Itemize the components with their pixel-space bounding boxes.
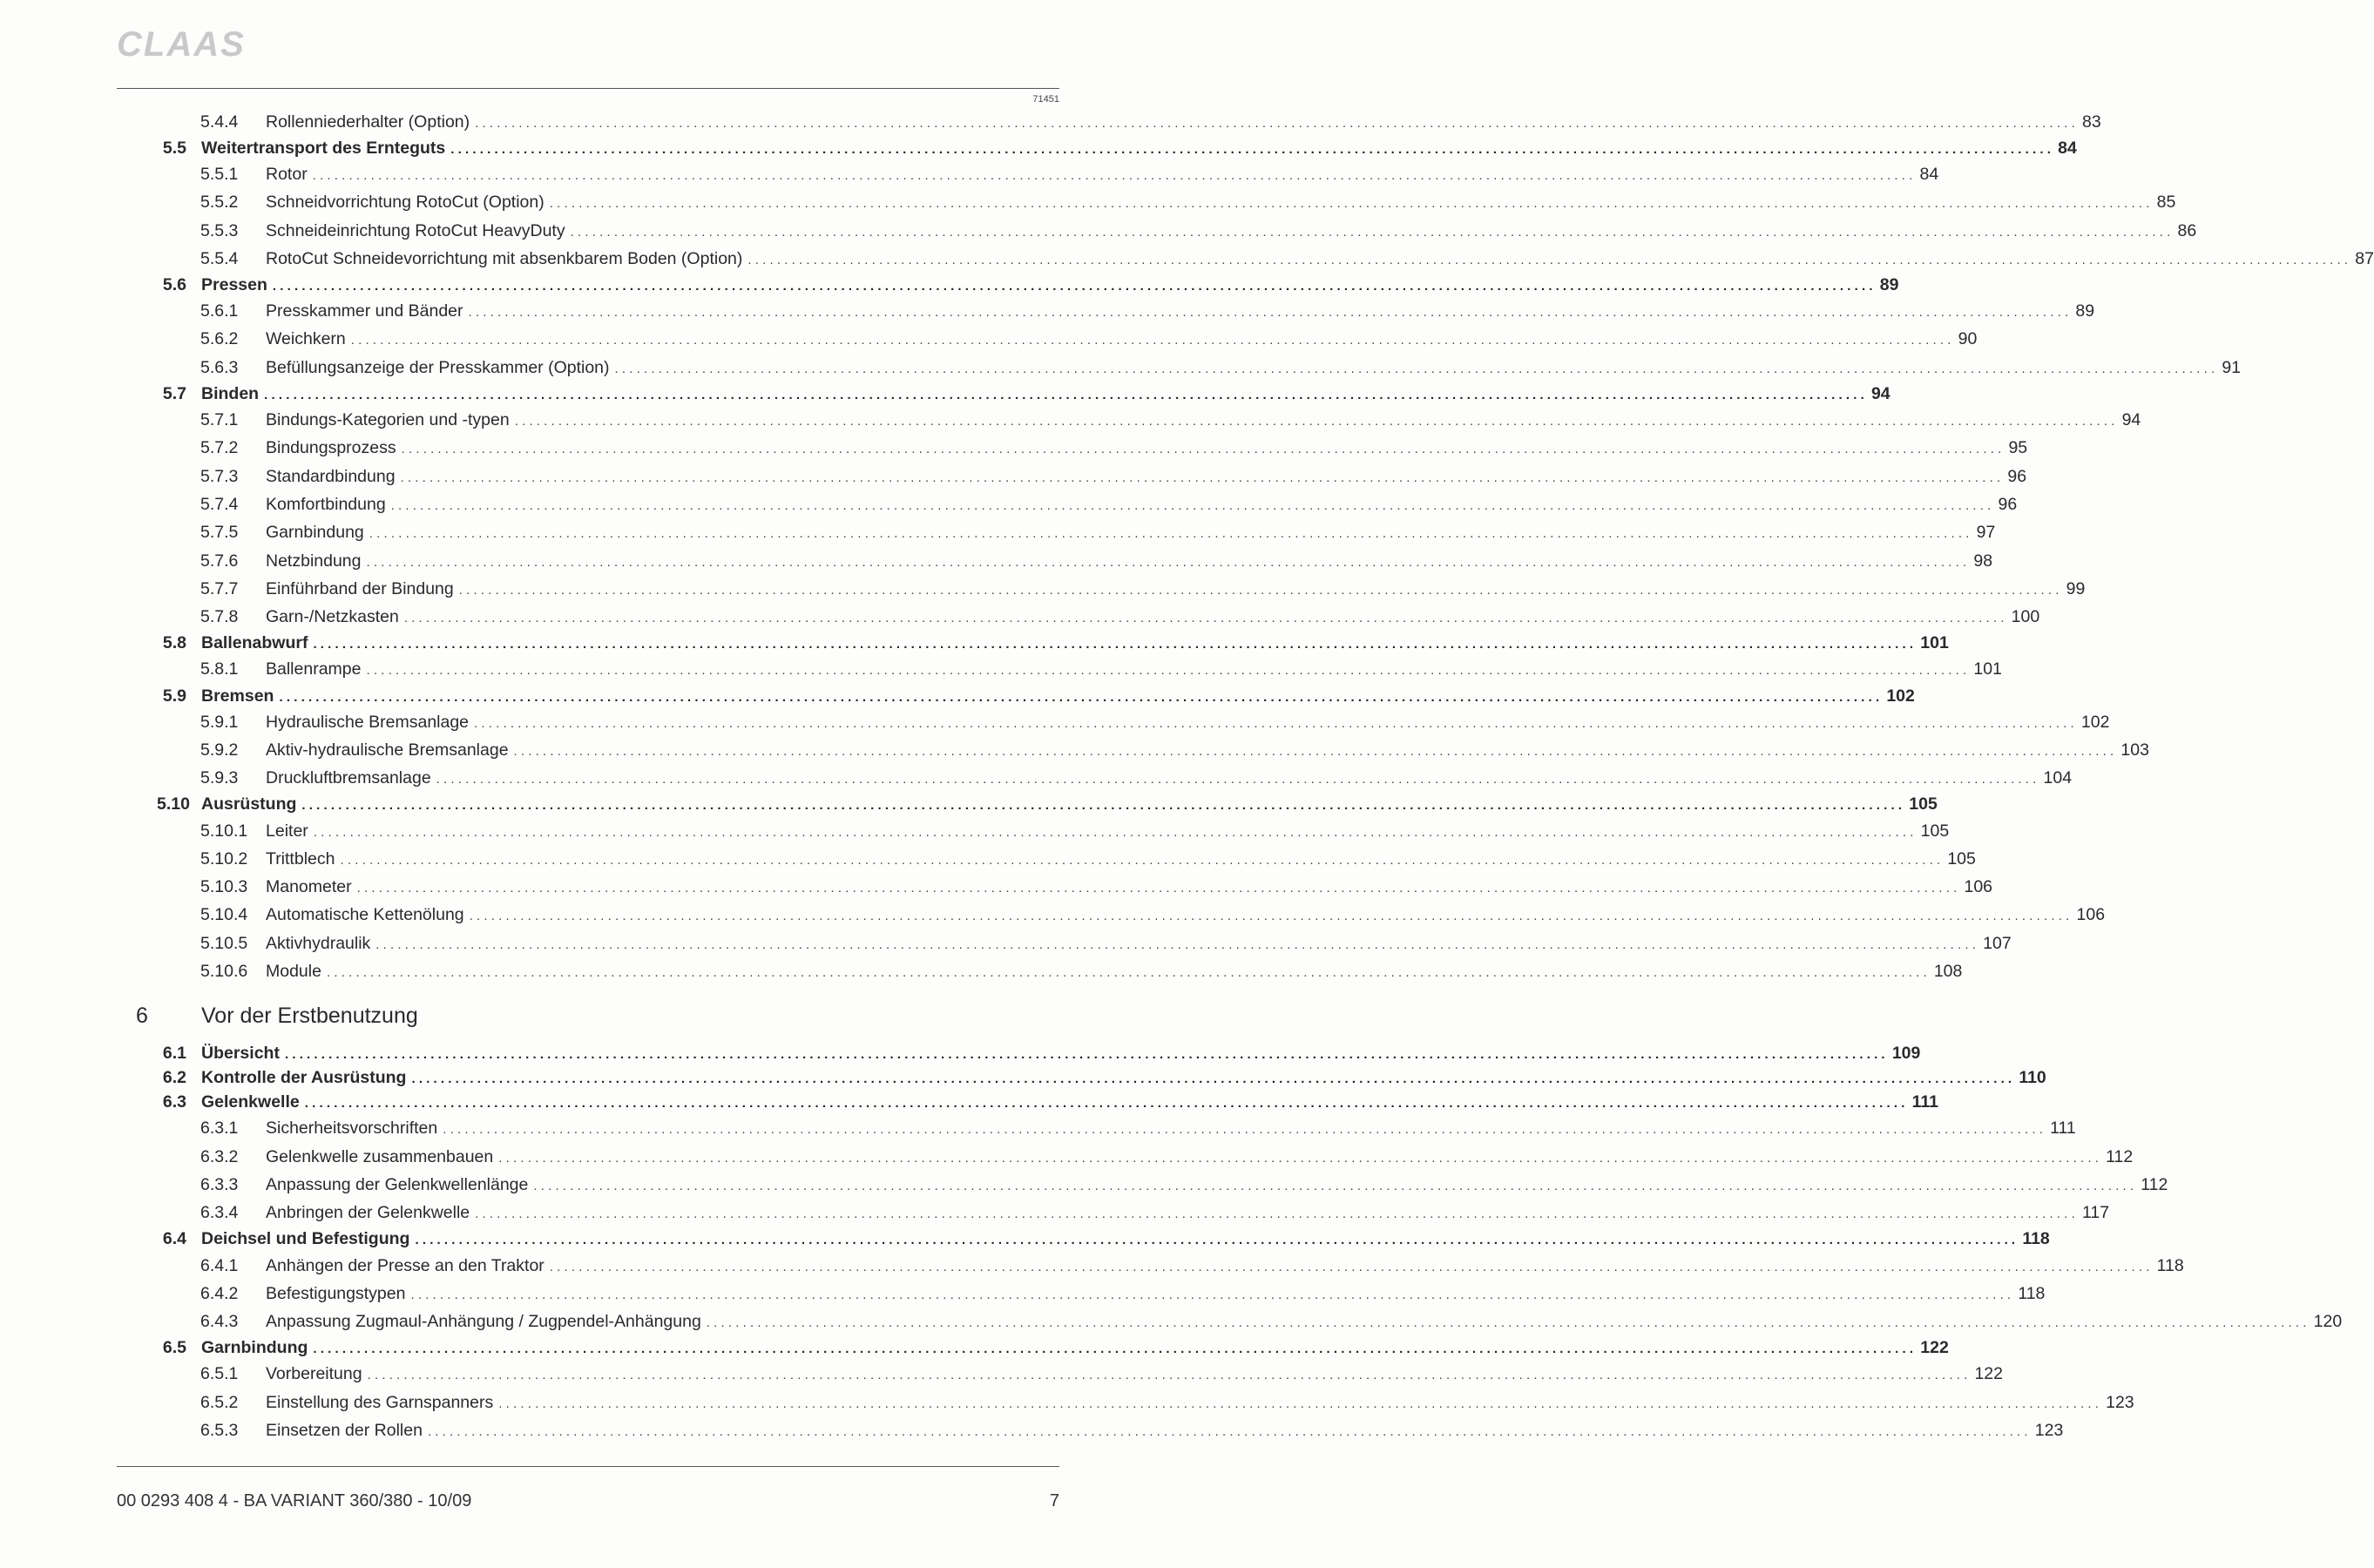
toc-entry-title: Kontrolle der Ausrüstung	[201, 1068, 411, 1088]
toc-entry-title: Weitertransport des Ernteguts	[201, 139, 450, 159]
toc-subsection	[157, 957, 1963, 985]
toc-entry-number: 5.10.5	[200, 933, 248, 953]
toc-subsection	[157, 297, 2095, 325]
toc-entry-title: Vor der Erstbenutzung	[201, 1004, 423, 1029]
toc-entry-title: Standardbindung	[266, 467, 401, 487]
toc-entry-title: Module	[266, 962, 327, 982]
toc-entry-number: 6.4	[162, 1229, 186, 1249]
toc-leader-dots: ............................................................................................................................................................................................................................	[427, 1424, 2032, 1440]
toc-entry-number: 5.9.1	[200, 712, 239, 732]
toc-leader-dots: ............................................................................................................................................................................................................................	[350, 333, 1955, 348]
toc-section	[157, 273, 1899, 297]
toc-subsection	[157, 1252, 2184, 1280]
toc-entry-page: 117	[2082, 1203, 2110, 1223]
toc-subsection	[157, 656, 2002, 684]
toc-leader-dots: ............................................................................................................................................................................................................................	[475, 115, 2079, 131]
toc-entry-title: Aktivhydraulik	[266, 934, 375, 954]
toc-entry-title: RotoCut Schneidevorrichtung mit absenkbarem Boden (Option)	[266, 249, 747, 269]
toc-leader-dots: ............................................................................................................................................................................................................................	[410, 1287, 2015, 1302]
toc-entry-number: 5.10.2	[200, 848, 248, 868]
toc-entry-page: 95	[2008, 438, 2028, 458]
toc-subsection	[157, 326, 1978, 354]
toc-entry-title: Netzbindung	[266, 551, 367, 571]
toc-entry-title: Anpassung der Gelenkwellenlänge	[266, 1175, 533, 1195]
toc-entry-number: 5.10.6	[200, 962, 248, 982]
toc-leader-dots: ............................................................................................................................................................................................................................	[498, 1396, 2103, 1411]
toc-entry-number: 5.5.3	[200, 220, 239, 240]
toc-entry-page: 108	[1933, 962, 1963, 982]
toc-entry-page: 94	[1870, 383, 1890, 403]
toc-leader-dots: ............................................................................................................................................................................................................................	[468, 305, 2073, 321]
toc-leader-dots: ............................................................................................................................................................................................................................	[390, 497, 1995, 513]
toc-entry-title: Übersicht	[201, 1044, 285, 1064]
toc-leader-dots: ............................................................................................................................................................................................................................	[264, 387, 1868, 402]
toc-entry-page: 84	[1919, 164, 1939, 184]
toc-section	[157, 1066, 2046, 1091]
toc-subsection	[157, 1115, 2076, 1143]
toc-entry-title: Gelenkwelle zusammenbauen	[266, 1147, 498, 1167]
toc-entry-page: 89	[1879, 274, 1899, 294]
toc-leader-dots: ............................................................................................................................................................................................................................	[367, 1368, 1972, 1383]
toc-entry-number: 6.5.1	[200, 1364, 239, 1384]
toc-section	[157, 1227, 2050, 1252]
document-id: 71451	[1032, 94, 1059, 105]
toc-subsection	[157, 603, 2040, 631]
toc-leader-dots: ............................................................................................................................................................................................................................	[366, 663, 1971, 679]
toc-subsection	[157, 736, 2149, 764]
toc-subsection	[157, 406, 2141, 434]
toc-entry-title: Befestigungstypen	[266, 1284, 410, 1304]
toc-leader-dots: ............................................................................................................................................................................................................................	[369, 526, 1973, 542]
toc-subsection	[157, 217, 2197, 245]
toc-section	[157, 1042, 1921, 1066]
toc-leader-dots: ............................................................................................................................................................................................................................	[279, 689, 1884, 705]
toc-leader-dots: ............................................................................................................................................................................................................................	[514, 414, 2119, 429]
toc-leader-dots: ............................................................................................................................................................................................................................	[284, 1047, 1889, 1063]
toc-entry-page: 107	[1983, 933, 2012, 953]
toc-entry-number: 5.10.1	[200, 821, 248, 841]
toc-entry-number: 5.7.6	[200, 551, 239, 571]
toc-entry-number: 5.9.2	[200, 740, 239, 760]
toc-entry-number: 5.6	[162, 274, 186, 294]
toc-entry-title: Anbringen der Gelenkwelle	[266, 1203, 475, 1223]
toc-leader-dots: ............................................................................................................................................................................................................................	[513, 743, 2118, 759]
toc-entry-page: 96	[2007, 466, 2027, 486]
toc-entry-page: 90	[1958, 329, 1978, 349]
toc-subsection	[157, 874, 1993, 902]
toc-subsection	[157, 1389, 2134, 1416]
toc-entry-title: Manometer	[266, 877, 357, 897]
toc-entry-number: 6.4.1	[200, 1255, 239, 1275]
toc-entry-page: 85	[2156, 193, 2176, 213]
toc-entry-page: 99	[2066, 578, 2086, 598]
toc-entry-number: 5.8.1	[200, 659, 239, 679]
toc-leader-dots: ............................................................................................................................................................................................................................	[458, 582, 2063, 598]
toc-entry-page: 84	[2058, 138, 2077, 158]
toc-subsection	[157, 765, 2073, 793]
toc-entry-title: Garnbindung	[266, 523, 369, 543]
toc-leader-dots: ............................................................................................................................................................................................................................	[706, 1315, 2310, 1331]
toc-entry-title: Ballenrampe	[266, 659, 366, 679]
toc-entry-number: 6.1	[162, 1044, 186, 1064]
toc-leader-dots: ............................................................................................................................................................................................................................	[313, 637, 1917, 652]
toc-entry-number: 5.7.4	[200, 494, 239, 514]
svg-text:CLAAS: CLAAS	[117, 25, 246, 64]
toc-entry-page: 83	[2081, 112, 2101, 132]
toc-entry-number: 5.5.4	[200, 248, 239, 268]
toc-entry-number: 6.3.2	[200, 1146, 239, 1166]
footer-page-number: 7	[1049, 1491, 1059, 1511]
toc-leader-dots: ............................................................................................................................................................................................................................	[366, 554, 1971, 570]
toc-entry-title: Anpassung Zugmaul-Anhängung / Zugpendel-Anhängung	[266, 1312, 707, 1332]
toc-entry-page: 103	[2120, 740, 2149, 760]
toc-subsection	[157, 160, 1939, 188]
toc-entry-title: Deichsel und Befestigung	[201, 1229, 415, 1249]
toc-entry-page: 105	[1920, 821, 1950, 841]
toc-entry-number: 5.10.4	[200, 905, 248, 925]
toc-entry-number: 5.9	[162, 686, 186, 706]
toc-subsection	[157, 929, 2012, 957]
toc-leader-dots: ............................................................................................................................................................................................................................	[301, 798, 1906, 814]
toc-entry-title: Pressen	[201, 275, 273, 295]
toc-section	[157, 382, 1890, 406]
toc-leader-dots: ............................................................................................................................................................................................................................	[747, 252, 2352, 267]
claas-logo	[117, 26, 256, 65]
toc-entry-title: Ballenabwurf	[201, 633, 313, 653]
toc-leader-dots: ............................................................................................................................................................................................................................	[415, 1233, 2019, 1248]
toc-leader-dots: ............................................................................................................................................................................................................................	[356, 881, 1961, 896]
toc-entry-page: 110	[2019, 1068, 2046, 1088]
toc-leader-dots: ............................................................................................................................................................................................................................	[326, 965, 1931, 981]
toc-entry-title: Vorbereitung	[266, 1364, 368, 1384]
toc-leader-dots: ............................................................................................................................................................................................................................	[436, 772, 2040, 787]
toc-entry-title: Bindungs-Kategorien und -typen	[266, 410, 515, 430]
toc-leader-dots: ............................................................................................................................................................................................................................	[403, 611, 2008, 626]
toc-section	[157, 1091, 1938, 1115]
toc-entry-number: 5.5.2	[200, 193, 239, 213]
toc-leader-dots: ............................................................................................................................................................................................................................	[498, 1150, 2103, 1166]
toc-subsection	[157, 708, 2110, 736]
toc-subsection	[157, 519, 1996, 547]
toc-entry-title: Rollenniederhalter (Option)	[266, 112, 475, 132]
toc-leader-dots: ............................................................................................................................................................................................................................	[411, 1071, 2016, 1087]
toc-subsection	[157, 1416, 2064, 1444]
toc-leader-dots: ............................................................................................................................................................................................................................	[533, 1178, 2138, 1193]
toc-entry-page: 89	[2075, 301, 2095, 321]
toc-subsection	[157, 845, 1976, 873]
toc-entry-number: 5.7.3	[200, 466, 239, 486]
toc-entry-number: 5.7.2	[200, 438, 239, 458]
toc-entry-number: 6.3.4	[200, 1203, 239, 1223]
toc-leader-dots: ............................................................................................................................................................................................................................	[474, 715, 2078, 731]
toc-entry-title: Einführband der Bindung	[266, 579, 459, 599]
toc-entry-number: 5.7.5	[200, 523, 239, 543]
toc-entry-page: 105	[1947, 848, 1976, 868]
toc-entry-title: Schneidvorrichtung RotoCut (Option)	[266, 193, 550, 213]
toc-subsection	[157, 817, 1950, 845]
toc-entry-number: 5.7	[162, 383, 186, 403]
toc-entry-title: Rotor	[266, 165, 313, 185]
toc-entry-number: 6	[136, 1004, 148, 1029]
toc-subsection	[157, 1143, 2134, 1171]
toc-entry-page: 123	[2034, 1421, 2064, 1441]
toc-entry-number: 5.4.4	[200, 112, 239, 132]
toc-leader-dots: ............................................................................................................................................................................................................................	[469, 909, 2073, 924]
toc-entry-page: 111	[2050, 1119, 2076, 1139]
toc-entry-title: Leiter	[266, 821, 314, 841]
toc-subsection	[157, 354, 2242, 382]
footer-divider	[117, 1466, 1059, 1467]
toc-leader-dots: ............................................................................................................................................................................................................................	[340, 852, 1945, 868]
toc-entry-title: Bindungsprozess	[266, 438, 402, 458]
toc-entry-page: 101	[1973, 659, 2002, 679]
toc-entry-page: 87	[2355, 248, 2374, 268]
toc-entry-number: 6.5.3	[200, 1421, 239, 1441]
toc-entry-page: 94	[2121, 410, 2141, 430]
toc-entry-page: 109	[1891, 1044, 1921, 1064]
toc-entry-number: 6.3.1	[200, 1119, 239, 1139]
toc-entry-page: 96	[1998, 494, 2018, 514]
toc-leader-dots: ............................................................................................................................................................................................................................	[401, 442, 2005, 457]
toc-entry-title: Bremsen	[201, 686, 279, 706]
header-divider	[117, 88, 1059, 89]
toc-entry-title: Schneideinrichtung RotoCut HeavyDuty	[266, 221, 571, 241]
toc-leader-dots: ............................................................................................................................................................................................................................	[475, 1206, 2080, 1222]
toc-entry-page: 106	[2076, 905, 2106, 925]
toc-entry-number: 6.3.3	[200, 1174, 239, 1194]
toc-entry-page: 100	[2011, 607, 2040, 627]
toc-entry-page: 120	[2313, 1312, 2343, 1332]
toc-subsection	[157, 1308, 2343, 1336]
toc-entry-number: 6.2	[162, 1068, 186, 1088]
toc-entry-title: Aktiv-hydraulische Bremsanlage	[266, 740, 514, 760]
toc-entry-page: 118	[2156, 1255, 2184, 1275]
toc-entry-page: 101	[1920, 633, 1949, 653]
toc-section	[157, 684, 1915, 708]
toc-section	[157, 632, 1949, 656]
footer-document-reference: 00 0293 408 4 - BA VARIANT 360/380 - 10/09	[117, 1491, 472, 1511]
toc-entry-number: 5.8	[162, 633, 186, 653]
toc-entry-title: Weichkern	[266, 329, 351, 349]
toc-entry-page: 102	[1886, 686, 1915, 706]
toc-entry-page: 112	[2106, 1146, 2134, 1166]
toc-entry-number: 5.10	[157, 794, 190, 814]
toc-section	[157, 136, 2077, 160]
toc-entry-title: Befüllungsanzeige der Presskammer (Option)	[266, 358, 615, 378]
toc-entry-title: Ausrüstung	[201, 794, 301, 814]
toc-entry-number: 5.6.1	[200, 301, 239, 321]
toc-leader-dots: ............................................................................................................................................................................................................................	[375, 936, 1980, 952]
toc-subsection	[157, 575, 2086, 603]
toc-section	[157, 1336, 1949, 1361]
toc-entry-title: Hydraulische Bremsanlage	[266, 713, 474, 733]
toc-entry-title: Anhängen der Presse an den Traktor	[266, 1256, 550, 1276]
toc-entry-title: Binden	[201, 384, 264, 404]
toc-leader-dots: ............................................................................................................................................................................................................................	[549, 196, 2154, 212]
toc-entry-page: 102	[2080, 712, 2110, 732]
toc-subsection	[157, 463, 2027, 490]
toc-entry-number: 6.5	[162, 1338, 186, 1358]
toc-leader-dots: ............................................................................................................................................................................................................................	[304, 1096, 1909, 1112]
toc-entry-title: Garn-/Netzkasten	[266, 607, 404, 627]
toc-entry-page: 105	[1909, 794, 1938, 814]
toc-subsection	[157, 245, 2374, 273]
toc-entry-page: 104	[2043, 768, 2073, 788]
toc-subsection	[157, 902, 2106, 929]
toc-leader-dots: ............................................................................................................................................................................................................................	[570, 224, 2174, 240]
toc-entry-title: Garnbindung	[201, 1338, 313, 1358]
toc-subsection	[157, 435, 2028, 463]
toc-chapter	[136, 986, 1059, 1042]
toc-subsection	[157, 1171, 2168, 1199]
toc-entry-title: Einstellung des Garnspanners	[266, 1393, 498, 1413]
toc-entry-number: 5.5	[162, 138, 186, 158]
toc-entry-number: 5.6.3	[200, 357, 239, 377]
toc-subsection	[157, 490, 2018, 518]
toc-entry-number: 6.5.2	[200, 1392, 239, 1412]
toc-entry-number: 5.5.1	[200, 164, 239, 184]
toc-leader-dots: ............................................................................................................................................................................................................................	[549, 1259, 2154, 1274]
toc-entry-title: Einsetzen der Rollen	[266, 1421, 428, 1441]
toc-entry-page: 98	[1973, 551, 1993, 571]
toc-entry-title: Komfortbindung	[266, 495, 391, 515]
toc-entry-title: Druckluftbremsanlage	[266, 768, 436, 788]
toc-subsection	[157, 1200, 2110, 1227]
toc-entry-page: 106	[1964, 877, 1993, 897]
table-of-contents	[136, 108, 2374, 1445]
toc-entry-number: 5.10.3	[200, 877, 248, 897]
toc-entry-number: 5.7.7	[200, 578, 239, 598]
toc-entry-title: Gelenkwelle	[201, 1092, 305, 1112]
toc-subsection	[157, 189, 2176, 217]
toc-section	[157, 793, 1938, 817]
toc-entry-title: Automatische Kettenölung	[266, 905, 470, 925]
toc-leader-dots: ............................................................................................................................................................................................................................	[450, 141, 2055, 157]
toc-leader-dots: ............................................................................................................................................................................................................................	[272, 278, 1877, 294]
toc-entry-page: 123	[2106, 1392, 2134, 1412]
toc-entry-page: 122	[1974, 1364, 2003, 1384]
toc-leader-dots: ............................................................................................................................................................................................................................	[313, 824, 1917, 840]
toc-subsection	[157, 108, 2101, 136]
toc-entry-number: 6.4.3	[200, 1312, 239, 1332]
toc-entry-page: 122	[1920, 1338, 1949, 1358]
toc-entry-number: 5.6.2	[200, 329, 239, 349]
toc-entry-number: 5.9.3	[200, 768, 239, 788]
toc-entry-page: 112	[2141, 1174, 2168, 1194]
toc-leader-dots: ............................................................................................................................................................................................................................	[614, 361, 2219, 376]
toc-leader-dots: ............................................................................................................................................................................................................................	[400, 470, 2005, 485]
toc-entry-title: Presskammer und Bänder	[266, 301, 469, 321]
toc-entry-title: Trittblech	[266, 849, 340, 869]
toc-entry-title: Sicherheitsvorschriften	[266, 1119, 443, 1139]
toc-subsection	[157, 1361, 2003, 1389]
toc-entry-page: 118	[2018, 1283, 2046, 1303]
toc-leader-dots: ............................................................................................................................................................................................................................	[312, 167, 1917, 183]
toc-leader-dots: ............................................................................................................................................................................................................................	[443, 1122, 2047, 1138]
toc-entry-page: 91	[2222, 357, 2242, 377]
toc-entry-page: 86	[2177, 220, 2197, 240]
toc-subsection	[157, 547, 1993, 575]
toc-entry-page: 97	[1976, 523, 1996, 543]
toc-leader-dots: ............................................................................................................................................................................................................................	[313, 1342, 1917, 1357]
toc-entry-page: 111	[1911, 1092, 1938, 1112]
toc-entry-number: 6.3	[162, 1092, 186, 1112]
toc-entry-page: 118	[2022, 1229, 2050, 1249]
toc-entry-number: 5.7.1	[200, 410, 239, 430]
toc-entry-number: 6.4.2	[200, 1283, 239, 1303]
toc-entry-number: 5.7.8	[200, 607, 239, 627]
toc-subsection	[157, 1280, 2046, 1308]
